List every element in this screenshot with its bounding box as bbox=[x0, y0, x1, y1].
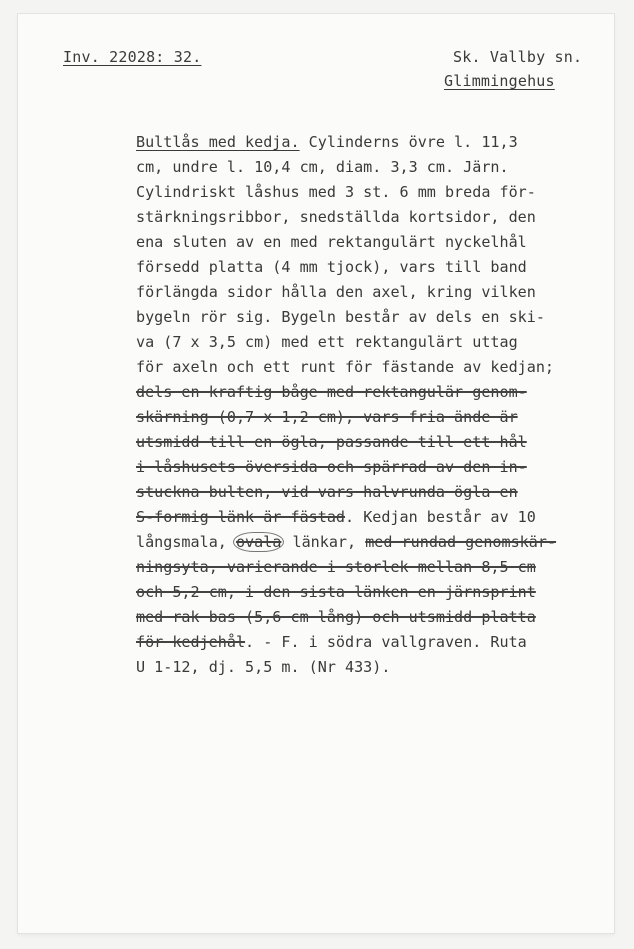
text-line bbox=[136, 580, 606, 605]
text-segment: va (7 x 3,5 cm) med ett rektangulärt uttag bbox=[136, 333, 518, 351]
place-name: Glimmingehus bbox=[444, 72, 555, 90]
struck-text: stuckna bulten, vid vars halvrunda ögla en bbox=[136, 483, 518, 501]
struck-text: ovala bbox=[233, 532, 284, 552]
text-line bbox=[136, 605, 606, 630]
text-segment: långsmala, bbox=[136, 533, 236, 551]
text-segment: cm, undre l. 10,4 cm, diam. 3,3 cm. Järn. bbox=[136, 158, 509, 176]
text-segment: . - F. i södra vallgraven. Ruta bbox=[245, 633, 527, 651]
text-segment: försedd platta (4 mm tjock), vars till band bbox=[136, 258, 527, 276]
text-line bbox=[136, 280, 606, 305]
text-line bbox=[136, 505, 606, 530]
text-segment: stärkningsribbor, snedställda kortsidor, den bbox=[136, 208, 536, 226]
text-segment: för axeln och ett runt för fästande av kedjan; bbox=[136, 358, 555, 376]
text-segment: länkar, bbox=[283, 533, 366, 551]
text-line bbox=[136, 305, 606, 330]
text-line bbox=[136, 230, 606, 255]
inventory-number: Inv. 22028: 32. bbox=[63, 48, 202, 66]
struck-text: S-formig länk är fästad bbox=[136, 508, 346, 526]
struck-text: för kedjehål bbox=[136, 633, 246, 651]
text-segment: U 1-12, dj. 5,5 m. (Nr 433). bbox=[136, 658, 391, 676]
text-line bbox=[136, 430, 606, 455]
struck-text: dels en kraftig båge med rektangulär genom- bbox=[136, 383, 527, 401]
text-line bbox=[136, 255, 606, 280]
text-line bbox=[136, 205, 606, 230]
text-segment: bygeln rör sig. Bygeln består av dels en ski- bbox=[136, 308, 545, 326]
struck-text: i låshusets översida och spärrad av den in- bbox=[136, 458, 527, 476]
text-line bbox=[136, 155, 606, 180]
text-line bbox=[136, 180, 606, 205]
text-line bbox=[136, 530, 606, 555]
struck-text: ningsyta, varierande i storlek mellan 8,5 cm bbox=[136, 558, 536, 576]
text-segment: Cylindriskt låshus med 3 st. 6 mm breda för- bbox=[136, 183, 536, 201]
text-line bbox=[136, 355, 606, 380]
struck-text: skärning (0,7 x 1,2 cm), vars fria ände är bbox=[136, 408, 518, 426]
struck-text: och 5,2 cm, i den sista länken en järnsprint bbox=[136, 583, 536, 601]
text-line bbox=[136, 630, 606, 655]
description-text bbox=[136, 130, 606, 680]
text-segment: . Kedjan består av 10 bbox=[345, 508, 536, 526]
text-line bbox=[136, 455, 606, 480]
text-segment: Cylinderns övre l. 11,3 bbox=[299, 133, 518, 151]
text-line bbox=[136, 480, 606, 505]
text-line bbox=[136, 130, 606, 155]
text-segment: förlängda sidor hålla den axel, kring vilken bbox=[136, 283, 536, 301]
struck-text: utsmidd till en ögla, passande till ett hål bbox=[136, 433, 527, 451]
text-segment: ena sluten av en med rektangulärt nyckelhål bbox=[136, 233, 527, 251]
text-line bbox=[136, 655, 606, 680]
index-card bbox=[18, 14, 614, 933]
parish-name: Sk. Vallby sn. bbox=[453, 48, 583, 66]
text-line bbox=[136, 380, 606, 405]
text-line bbox=[136, 555, 606, 580]
text-line bbox=[136, 330, 606, 355]
text-line bbox=[136, 405, 606, 430]
struck-text: med rundad genomskär- bbox=[365, 533, 557, 551]
object-title: Bultlås med kedja. bbox=[136, 133, 300, 151]
struck-text: med rak bas (5,6 cm lång) och utsmidd platta bbox=[136, 608, 536, 626]
